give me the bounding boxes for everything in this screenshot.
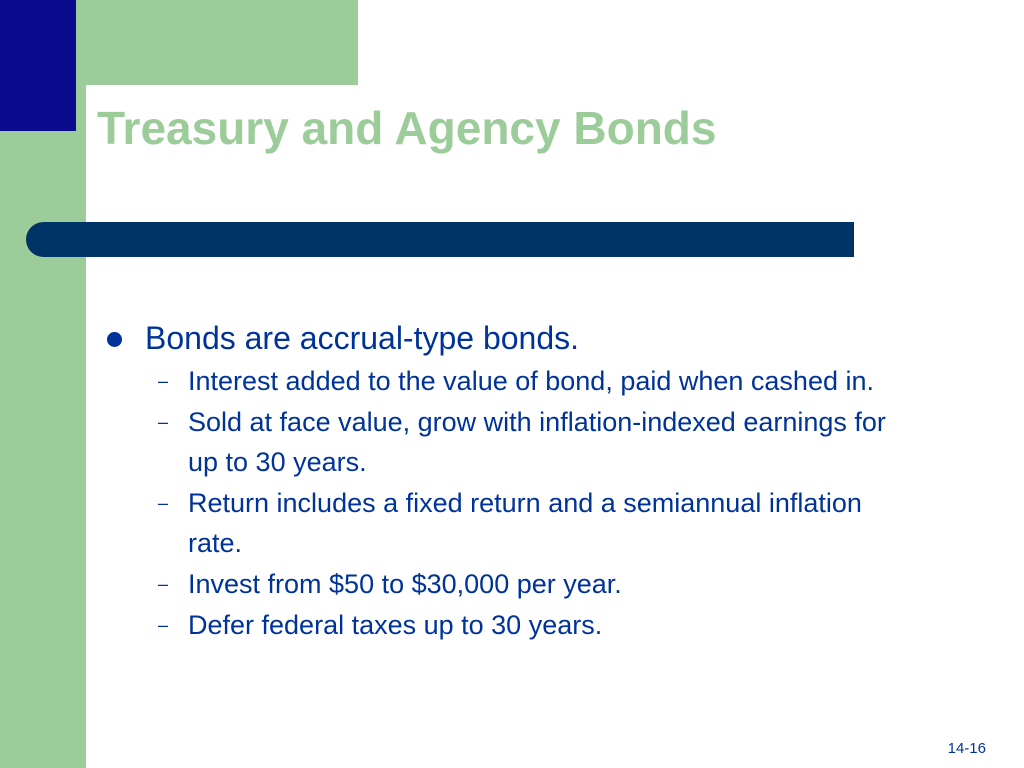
slide-body	[105, 316, 985, 646]
bullet-text: Bonds are accrual-type bonds.	[145, 320, 580, 356]
slide-title: Treasury and Agency Bonds	[97, 102, 717, 154]
sub-bullet-list	[158, 361, 985, 645]
sub-bullet-text: Interest added to the value of bond, paid when cashed in.	[188, 366, 874, 396]
sub-bullet-item	[158, 402, 888, 482]
sub-bullet-item	[158, 564, 888, 604]
dash-marker: –	[158, 412, 169, 432]
bullet-dot-icon	[107, 332, 122, 347]
sub-bullet-text: Sold at face value, grow with inflation-indexed earnings for up to 30 years.	[188, 407, 886, 477]
sub-bullet-item	[158, 483, 888, 563]
dash-marker: –	[158, 615, 169, 635]
corner-blue-block	[0, 0, 76, 131]
sub-bullet-item	[158, 361, 888, 401]
sub-bullet-text: Defer federal taxes up to 30 years.	[188, 610, 603, 640]
dash-marker: –	[158, 371, 169, 391]
bullet-item	[105, 316, 985, 360]
sub-bullet-text: Return includes a fixed return and a semiannual inflation rate.	[188, 488, 862, 558]
page-number: 14-16	[947, 740, 986, 757]
dash-marker: –	[158, 574, 169, 594]
sub-bullet-text: Invest from $50 to $30,000 per year.	[188, 569, 622, 599]
title-underline-bar	[26, 222, 854, 257]
dash-marker: –	[158, 493, 169, 513]
sub-bullet-item	[158, 605, 888, 645]
